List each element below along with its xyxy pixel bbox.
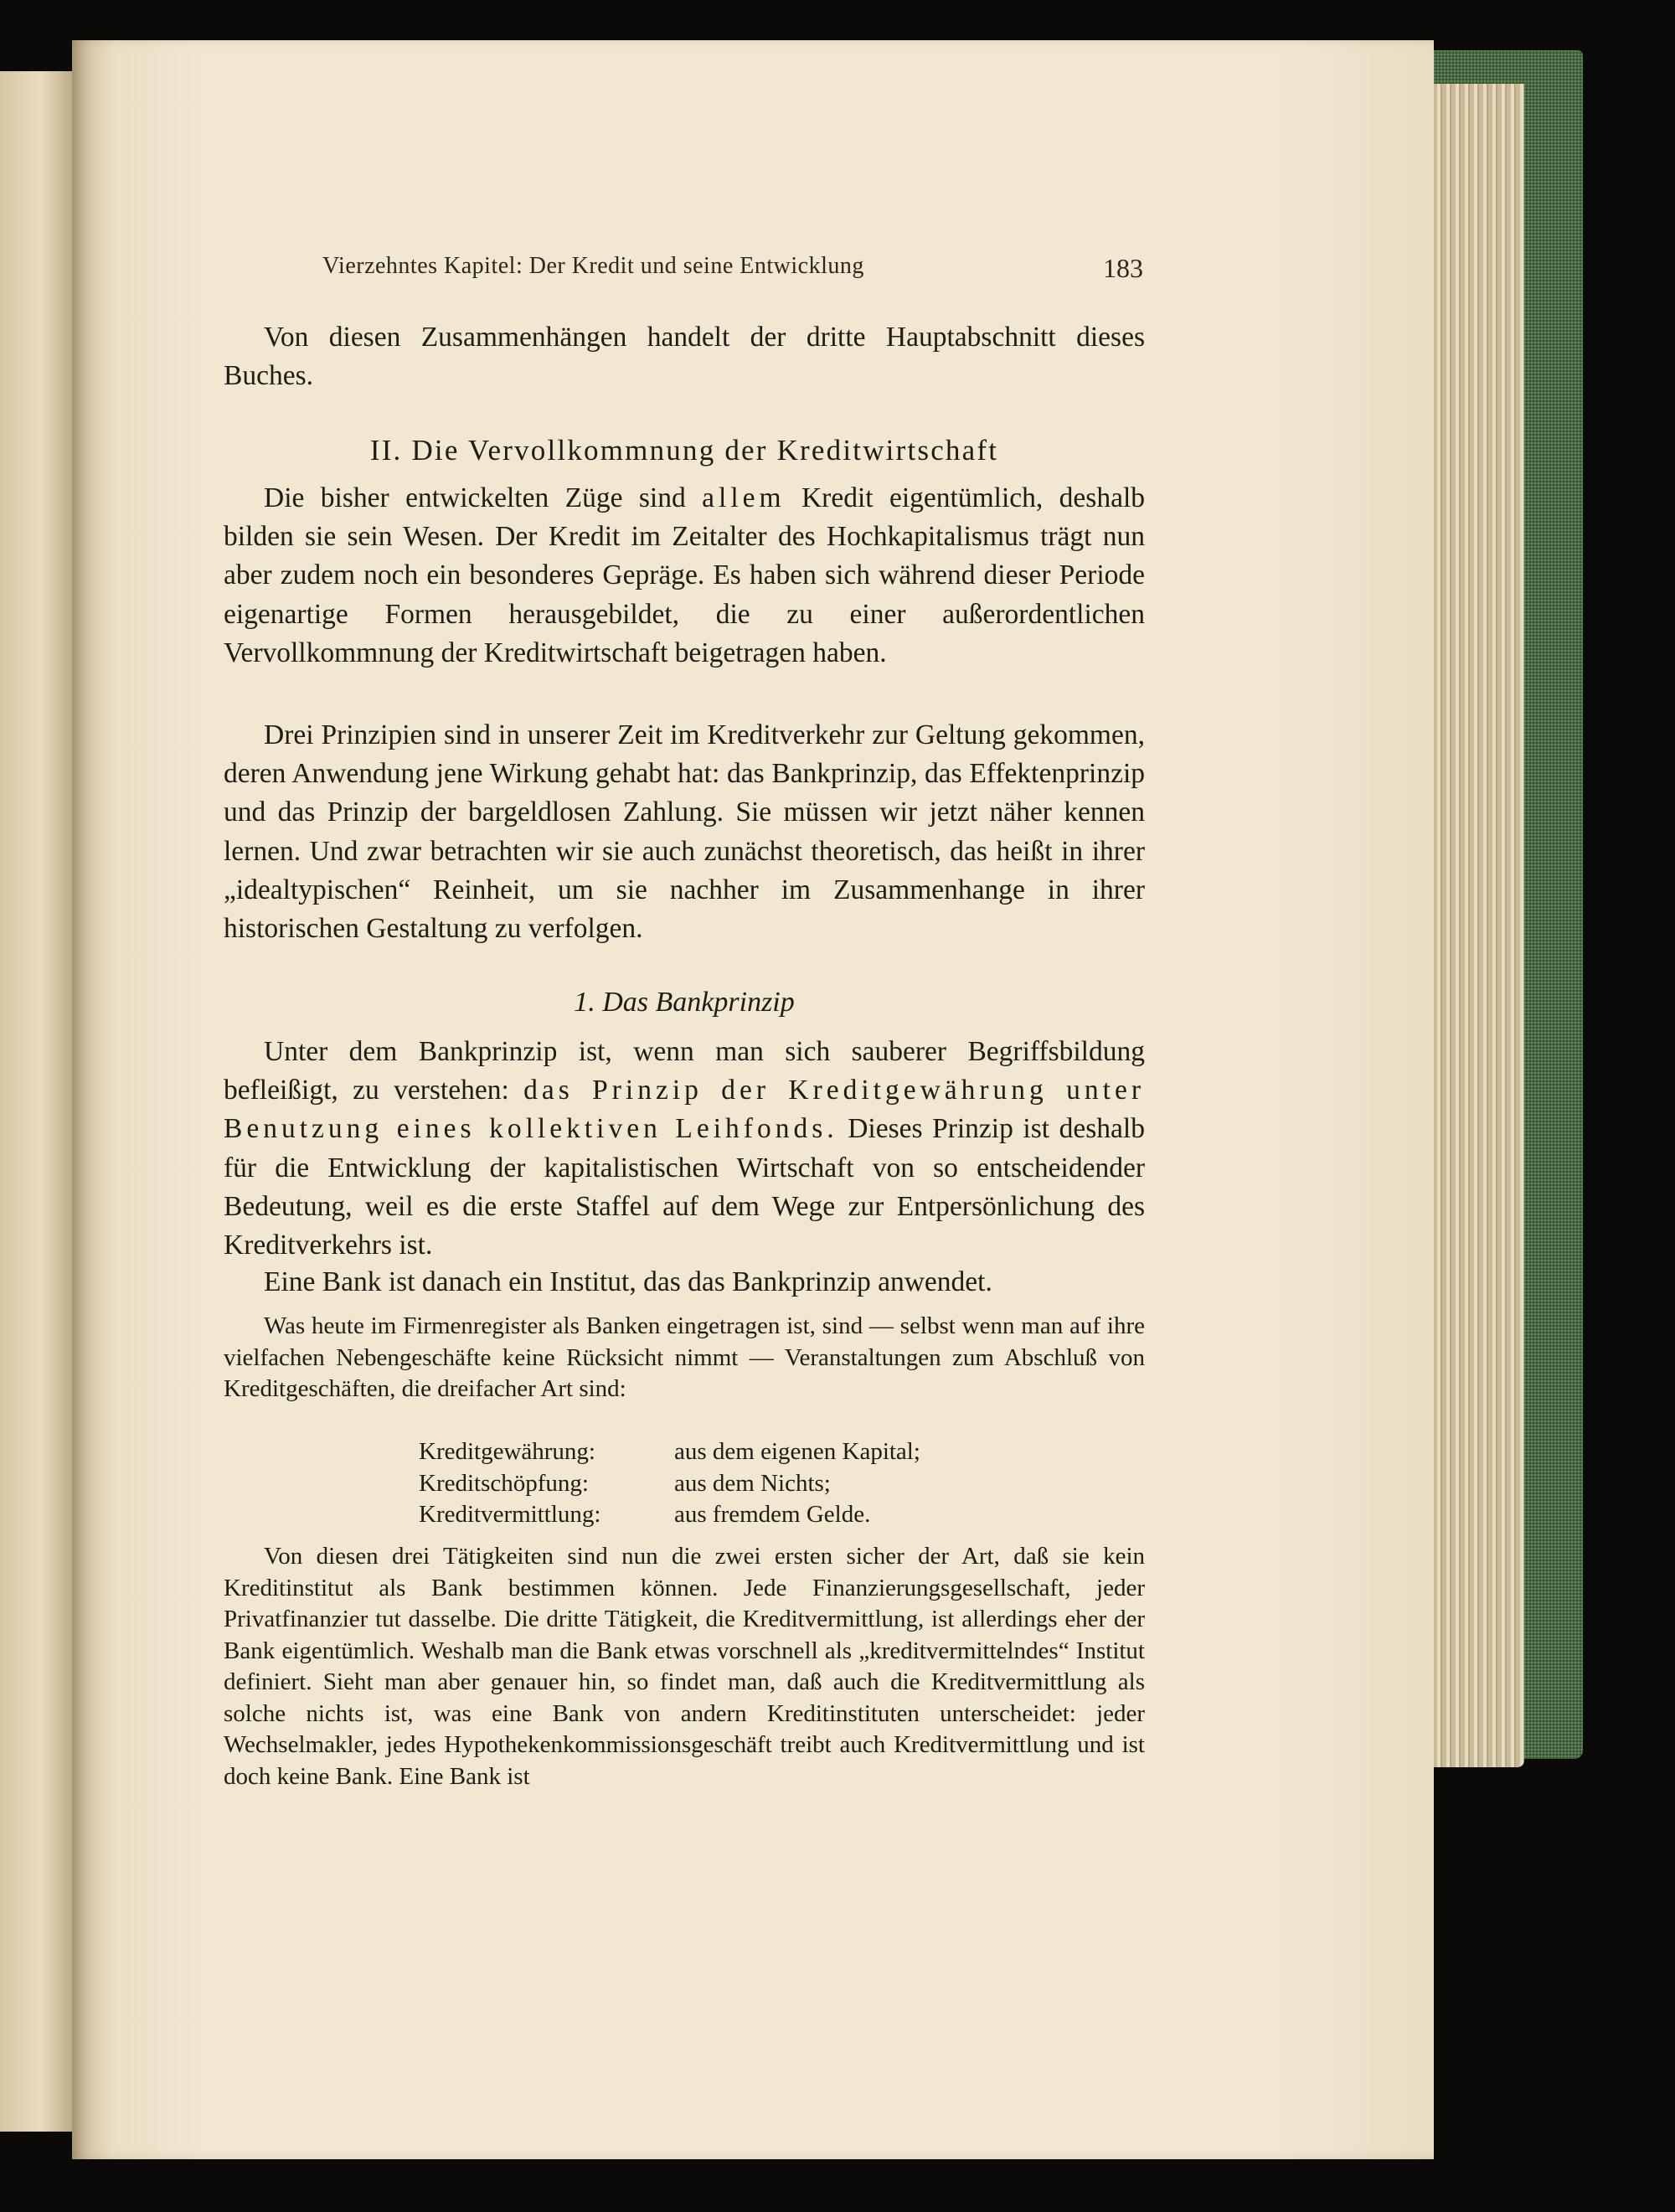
- paragraph-3-emphasis: das Prinzip der Kreditgewährung unter Benutzung eines kollektiven Leihfonds.: [224, 1075, 1145, 1145]
- running-head: [322, 253, 1143, 286]
- credit-type-term: Kreditschöpfung:: [419, 1469, 589, 1497]
- paragraph-2: [224, 716, 1145, 948]
- running-title: Vierzehntes Kapitel: Der Kredit und seine Entwicklung: [322, 253, 864, 279]
- credit-type-term: Kreditvermittlung:: [419, 1501, 601, 1528]
- page-edges: [1424, 84, 1524, 1767]
- paragraph-1-emphasis: allem: [702, 482, 786, 513]
- paragraph-1: [224, 479, 1145, 673]
- credit-type-row: [419, 1468, 920, 1500]
- paragraph-3-part-b: Dieses Prinzip ist deshalb für die Entwicklung der kapitalistischen Wirtschaft von so entscheidender Bedeutung, weil es die erste Staffel auf dem Wege zur Entpersönlichung des Kreditverkehrs ist.: [224, 1113, 1145, 1261]
- paragraph-3-text: [224, 1033, 1145, 1265]
- paragraph-6-text: Von diesen drei Tätigkeiten sind nun die zwei ersten sicher der Art, daß sie kein Kreditinstitut als Bank bestimmen können. Jede Finanzierungsgesellschaft, jeder Privatfinanzier tut dasselbe. Die dritte Tätigkeit, die Kreditvermittlung, ist allerdings eher der Bank eigentümlich. Weshalb man die Bank etwas vorschnell als „kreditvermittelndes“ Institut definiert. Sieht man aber genauer hin, so findet man, daß auch die Kreditvermittlung als solche nichts ist, was eine Bank von andern Kreditinstituten unterscheidet: jeder Wechselmakler, jedes Hypothekenkommissionsgeschäft treibt auch Kreditvermittlung und ist doch keine Bank. Eine Bank ist: [224, 1543, 1145, 1790]
- paragraph-5-text: Was heute im Firmenregister als Banken eingetragen ist, sind — selbst wenn man auf ihre vielfachen Nebengeschäfte keine Rücksicht nimmt — Veranstaltungen zum Abschluß von Kreditgeschäften, die dreifacher Art sind:: [224, 1312, 1145, 1402]
- paragraph-3: [224, 1033, 1145, 1265]
- intro-text: Von diesen Zusammenhängen handelt der dritte Hauptabschnitt dieses Buches.: [224, 322, 1145, 392]
- section-heading: II. Die Vervollkommnung der Kreditwirtschaft: [369, 434, 999, 467]
- credit-type-row: [419, 1499, 920, 1531]
- page-number: 183: [1103, 253, 1143, 283]
- paragraph-4: [224, 1263, 1145, 1302]
- intro-paragraph: [224, 318, 1145, 395]
- credit-types-list: [419, 1436, 920, 1531]
- credit-type-row: [419, 1436, 920, 1468]
- credit-type-term: Kreditgewährung:: [419, 1438, 595, 1465]
- paragraph-1-text: [224, 479, 1145, 673]
- paragraph-3-part-a: Unter dem Bankprinzip ist, wenn man sich sauberer Begriffsbildung befleißigt, zu verstehen:: [224, 1036, 1145, 1106]
- left-page-fragment: [0, 71, 74, 2132]
- paragraph-4-text: Eine Bank ist danach ein Institut, das das Bankprinzip anwendet.: [264, 1266, 992, 1297]
- paragraph-1-part-a: Die bisher entwickelten Züge sind: [264, 482, 703, 513]
- paragraph-5: [224, 1311, 1145, 1405]
- paragraph-2-text: Drei Prinzipien sind in unserer Zeit im Kreditverkehr zur Geltung gekommen, deren Anwendung jene Wirkung gehabt hat: das Bankprinzip, das Effektenprinzip und das Prinzip der bargeldlosen Zahlung. Sie müssen wir jetzt näher kennen lernen. Und zwar betrachten wir sie auch zunächst theoretisch, das heißt in ihrer „idealtypischen“ Reinheit, um sie nachher im Zusammenhange in ihrer historischen Gestaltung zu verfolgen.: [224, 719, 1145, 945]
- credit-type-desc: aus dem eigenen Kapital;: [674, 1438, 920, 1465]
- credit-type-desc: aus fremdem Gelde.: [674, 1501, 871, 1528]
- subsection-heading: 1. Das Bankprinzip: [574, 987, 795, 1018]
- credit-type-desc: aus dem Nichts;: [674, 1469, 831, 1497]
- paragraph-6: [224, 1541, 1145, 1792]
- paragraph-1-part-b: Kredit eigentümlich, deshalb bilden sie sein Wesen. Der Kredit im Zeitalter des Hochkapitalismus trägt nun aber zudem noch ein besonderes Gepräge. Es haben sich während dieser Periode eigenartige Formen herausgebildet, die zu einer außerordentlichen Vervollkommnung der Kreditwirtschaft beigetragen haben.: [224, 482, 1146, 668]
